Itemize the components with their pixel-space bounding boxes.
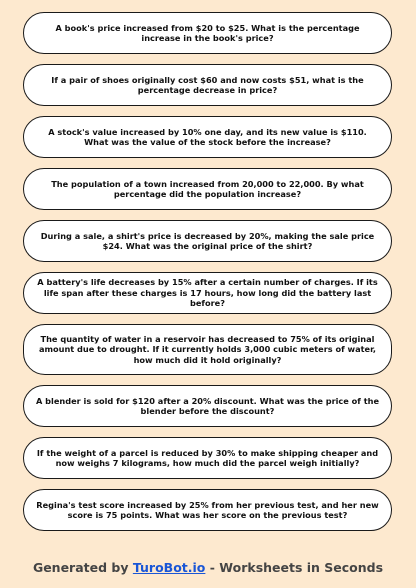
question-card-9	[23, 437, 392, 479]
question-card-6	[23, 272, 392, 314]
footer-prefix: Generated by	[32, 560, 133, 575]
question-text: During a sale, a shirt's price is decreased by 20%, making the sale price $24. What was the original price of the shirt?	[40, 230, 375, 251]
question-card-8	[23, 385, 392, 427]
question-text: If the weight of a parcel is reduced by 30% to make shipping cheaper and now weighs 7 kilograms, how much did the parcel weigh initially?	[36, 447, 379, 468]
question-text: The quantity of water in a reservoir has decreased to 75% of its original amount due to drought. If it currently holds 3,000 cubic meters of water, how much did it hold originally?	[38, 333, 377, 365]
question-card-4	[23, 168, 392, 210]
question-card-3	[23, 116, 392, 158]
question-card-7	[23, 324, 392, 375]
question-text: Regina's test score increased by 25% from her previous test, and her new score is 75 points. What was her score on the previous test?	[36, 499, 379, 520]
question-card-2	[23, 64, 392, 106]
turobot-link[interactable]: TuroBot.io	[132, 560, 206, 575]
footer	[0, 560, 416, 575]
question-text: A book's price increased from $20 to $25. What is the percentage increase in the book's price?	[55, 22, 360, 43]
question-text: A blender is sold for $120 after a 20% discount. What was the price of the blender before the discount?	[36, 395, 380, 416]
footer-suffix: - Worksheets in Seconds	[205, 560, 384, 575]
question-text: A stock's value increased by 10% one day, and its new value is $110. What was the value of the stock before the increase?	[48, 126, 367, 147]
question-text: A battery's life decreases by 15% after a certain number of charges. If its life span after these charges is 17 hours, how long did the battery last before?	[37, 277, 378, 309]
question-list	[23, 12, 392, 541]
question-card-5	[23, 220, 392, 262]
question-text: The population of a town increased from 20,000 to 22,000. By what percentage did the population increase?	[51, 178, 364, 199]
question-text: If a pair of shoes originally cost $60 and now costs $51, what is the percentage decrease in price?	[51, 74, 364, 95]
question-card-1	[23, 12, 392, 54]
question-card-10	[23, 489, 392, 531]
